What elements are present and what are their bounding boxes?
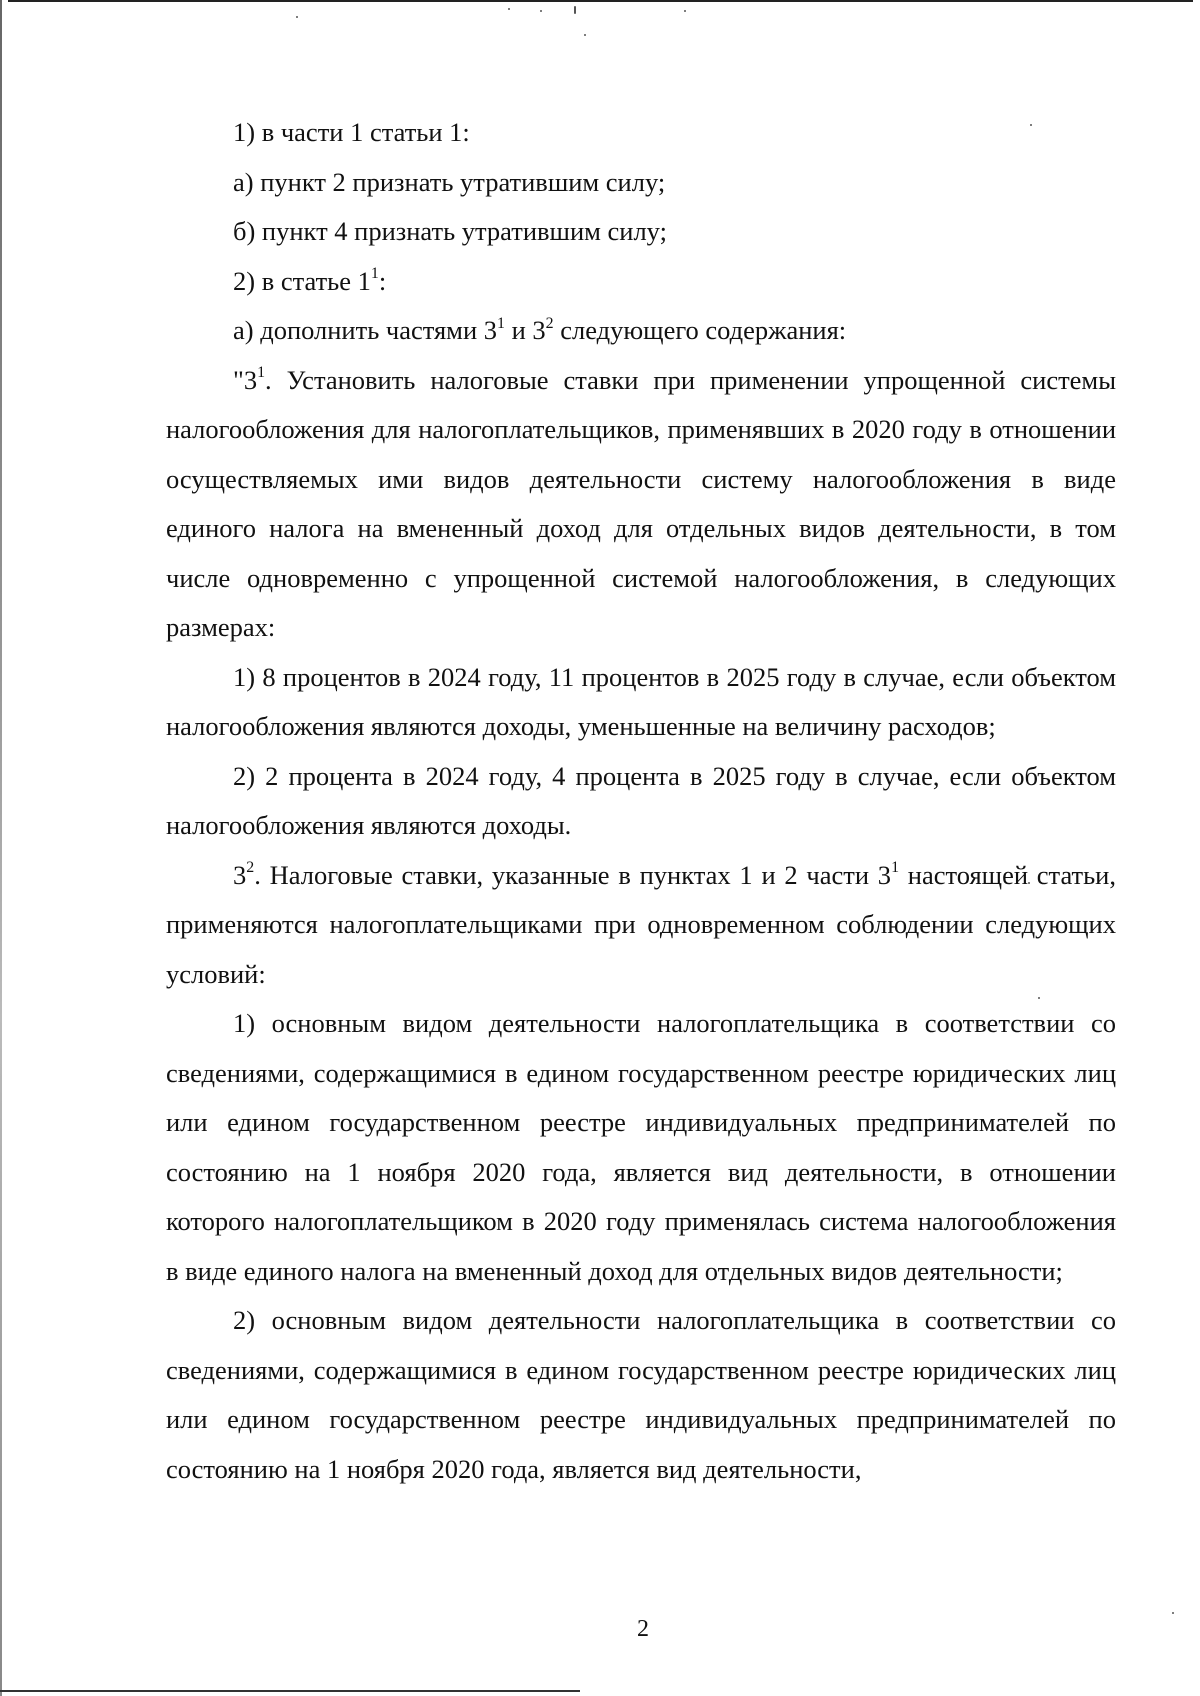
part-3-1: "$3^1$. Установить налоговые ставки при применении упрощенной системы налогообложения для налогоплательщиков, применявших в 2020 году в отношении осуществляемых ими видов деятельности систему налогообложения в виде единого налога на вмененный доход для отдельных видов деятельности, в том числе одновременно с упрощенной системой налогообложения, в следующих размерах:	[166, 364, 1116, 642]
part-3-1-item-2: 2) 2 процента в 2024 году, 4 процента в 2025 году в случае, если объектом налогообложения являются доходы.	[166, 760, 1116, 840]
scan-speck	[574, 6, 576, 14]
document-body	[166, 108, 1116, 1494]
scan-speck	[296, 16, 298, 18]
clause-2-a: а) дополнить частями $3^1$ и $3^2$ следующего содержания:	[233, 314, 847, 345]
scan-bottom-border	[0, 1690, 580, 1692]
clause-1-b: б) пункт 4 признать утратившим силу;	[233, 216, 667, 246]
page-number: 2	[637, 1616, 649, 1642]
part-3-2: $3^2$. Налоговые ставки, указанные в пунктах 1 и 2 части $3^1$ настоящей статьи, применяются налогоплательщиками при одновременном соблюдении следующих условий:	[166, 859, 1116, 989]
part-3-2-condition-2: 2) основным видом деятельности налогоплательщика в соответствии со сведениями, содержащимися в едином государственном реестре юридических лиц или едином государственном реестре индивидуальных предпринимателей по состоянию на 1 ноября 2020 года, является вид деятельности,	[166, 1305, 1116, 1484]
part-3-2-condition-1: 1) основным видом деятельности налогоплательщика в соответствии со сведениями, содержащимися в едином государственном реестре юридических лиц или едином государственном реестре индивидуальных предпринимателей по состоянию на 1 ноября 2020 года, является вид деятельности, в отношении которого налогоплательщиком в 2020 году применялась система налогообложения в виде единого налога на вмененный доход для отдельных видов деятельности;	[166, 1008, 1116, 1286]
scan-speck	[684, 10, 686, 12]
scan-top-border	[8, 0, 1193, 2]
scan-speck	[540, 10, 542, 12]
scan-speck	[584, 34, 586, 36]
scan-left-edge	[0, 0, 2, 1696]
clause-1-a: а) пункт 2 признать утратившим силу;	[233, 166, 666, 197]
scan-speck	[508, 8, 510, 10]
clause-1: 1) в части 1 статьи 1:	[233, 117, 470, 147]
clause-2: 2) в статье $1^1$:	[233, 265, 387, 296]
part-3-1-item-1: 1) 8 процентов в 2024 году, 11 процентов в 2025 году в случае, если объектом налогообложения являются доходы, уменьшенные на величину расходов;	[166, 661, 1116, 741]
